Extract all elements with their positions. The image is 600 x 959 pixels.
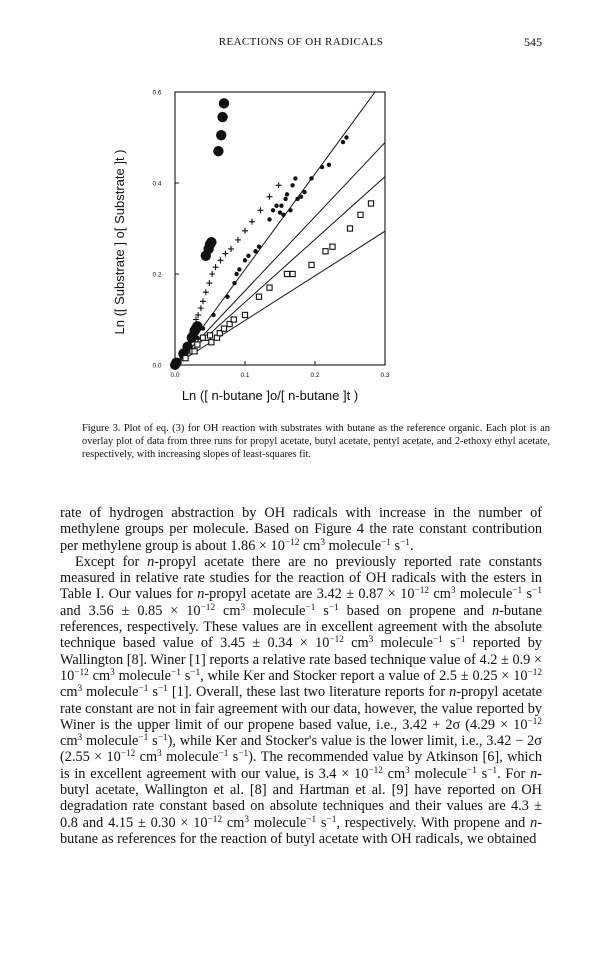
- data-point: [218, 257, 224, 263]
- x-tick-label: 0.0: [170, 372, 180, 379]
- x-tick-label: 0.2: [310, 372, 320, 379]
- body-text: [60, 505, 542, 847]
- data-point: [234, 272, 238, 276]
- data-point: [347, 226, 352, 231]
- origin-point: [170, 360, 180, 370]
- data-point: [279, 204, 283, 208]
- data-point: [271, 208, 275, 212]
- x-axis-label: Ln ([ n-butane ]o/[ n-butane ]t ): [181, 388, 359, 403]
- data-point: [283, 197, 287, 201]
- data-point: [302, 190, 306, 194]
- data-point: [267, 217, 271, 221]
- data-point: [276, 182, 282, 188]
- data-point: [207, 333, 212, 338]
- data-point: [225, 295, 229, 299]
- data-point: [290, 183, 294, 187]
- running-title: REACTIONS OF OH RADICALS: [218, 36, 384, 48]
- data-point: [299, 194, 303, 198]
- data-point: [183, 356, 188, 361]
- scatter-plot: [100, 80, 410, 410]
- data-point: [192, 349, 197, 354]
- data-point: [192, 321, 202, 331]
- data-point: [209, 271, 215, 277]
- paragraph-1: rate of hydrogen abstraction by OH radicals with increase in the number of methylene groups per molecule. Based on Figure 4 the rate constant contribution per methylene group is about $1.86 \times 10^{-12}$ $cm^3$ molecule$^{-1}$ $s^{-1}$.: [60, 505, 542, 554]
- data-point: [256, 294, 261, 299]
- page-number: 545: [524, 35, 542, 49]
- y-axis-label: Ln ([ Substrate ] o[ Substrate ]t ): [112, 149, 127, 335]
- data-point: [327, 163, 331, 167]
- data-point: [219, 98, 229, 108]
- data-point: [237, 267, 241, 271]
- data-point: [253, 249, 257, 253]
- y-tick-label: 0.4: [152, 180, 162, 188]
- data-point: [267, 285, 272, 290]
- data-point: [195, 342, 200, 347]
- data-point: [267, 194, 273, 200]
- data-point: [228, 246, 234, 252]
- data-point: [211, 313, 215, 317]
- plot-frame: [175, 92, 385, 365]
- data-point: [309, 262, 314, 267]
- data-point: [242, 312, 247, 317]
- data-point: [243, 258, 247, 262]
- data-point: [257, 245, 261, 249]
- data-point: [221, 326, 226, 331]
- data-point: [281, 213, 285, 217]
- figure-caption: Figure 3. Plot of eq. (3) for OH reaction with substrates with butane as the reference organic. Each plot is an overlay plot of data from three runs for propyl acetate, butyl acetate, pentyl acetate, and 2-ethoxy ethyl acetate, respectively, with increasing slopes of least-squares fit.: [82, 423, 550, 460]
- running-header: [60, 36, 542, 52]
- y-tick-label: 0.6: [152, 89, 162, 97]
- x-tick-label: 0.3: [380, 372, 390, 379]
- paragraph-2: Except for n-propyl acetate there are no previously reported rate constants measured in relative rate studies for the reaction of OH radicals with the esters in Table I. Our values for n-propyl acetate are $3.42 \pm 0.87 \times 10^{-12}$ $cm^3$ molecule$^{-1}$ $s^{-1}$ and $3.56 \pm 0.85 \times 10^{-12}$ $cm^3$ molecule$^{-1}$ $s^{-1}$ based on propene and n-butane references, respectively. These values are in excellent agreement with the absolute technique based value of $3.45 \pm 0.34 \times 10^{-12}$ $cm^3$ molecule$^{-1}$ $s^{-1}$ reported by Wallington [8]. Winer [1] reports a relative rate based technique value of $4.2 \pm 0.9 \times 10^{-12}$ $cm^3$ molecule$^{-1}$ $s^{-1}$, while Ker and Stocker report a value of $2.5 \pm 0.25 \times 10^{-12}$ $cm^3$ molecule$^{-1}$ $s^{-1}$ [1]. Overall, these last two literature reports for n-propyl acetate rate constant are not in fair agreement with our data, however, the value reported by Winer is the upper limit of our propene based value, i.e., 3.42 + 2σ ($4.29 \times 10^{-12}$ $cm^3$ molecule$^{-1}$ $s^{-1}$), while Ker and Stocker's value is the lower limit, i.e., 3.42 − 2σ ($2.55 \times 10^{-12}$ $cm^3$ molecule$^{-1}$ $s^{-1}$). The recommended value by Atkinson [6], which is in excellent agreement with our value, is $3.4 \times 10^{-12}$ $cm^3$ molecule$^{-1}$ $s^{-1}$. For n-butyl acetate, Wallington et al. [8] and Hartman et al. [9] have reported on OH degradation rate constant based on absolute techniques and their values are 4.3 ± 0.8 and $4.15 \pm 0.30 \times 10^{-12}$ $cm^3$ molecule$^{-1}$ $s^{-1}$, respectively. With propene and n-butane as references for the reaction of butyl acetate with OH radicals, we obtained: [60, 553, 543, 847]
- data-point: [222, 251, 228, 257]
- fit-line-1: [175, 92, 375, 365]
- x-tick-label: 0.1: [240, 372, 250, 379]
- data-point: [206, 280, 212, 286]
- data-point: [288, 208, 292, 212]
- data-point: [242, 228, 248, 234]
- data-point: [217, 112, 227, 122]
- data-point: [293, 176, 297, 180]
- data-point: [284, 271, 289, 276]
- data-point: [246, 254, 250, 258]
- data-point: [274, 204, 278, 208]
- data-point: [235, 237, 241, 243]
- data-point: [344, 135, 348, 139]
- data-point: [203, 289, 209, 295]
- data-point: [285, 192, 289, 196]
- data-point: [290, 271, 295, 276]
- y-tick-label: 0.2: [152, 271, 162, 279]
- data-point: [198, 305, 204, 311]
- data-point: [368, 201, 373, 206]
- data-point: [257, 207, 263, 213]
- data-point: [320, 165, 324, 169]
- data-point: [330, 244, 335, 249]
- data-point: [323, 249, 328, 254]
- data-point: [309, 176, 313, 180]
- data-point: [209, 340, 214, 345]
- y-tick-label: 0.0: [152, 362, 162, 370]
- data-point: [200, 298, 206, 304]
- data-point: [206, 237, 216, 247]
- data-point: [216, 130, 226, 140]
- data-point: [195, 336, 199, 340]
- figure-3: [100, 80, 410, 410]
- data-point: [249, 219, 255, 225]
- data-point: [201, 326, 205, 330]
- data-point: [341, 140, 345, 144]
- data-point: [358, 212, 363, 217]
- data-point: [232, 281, 236, 285]
- data-point: [213, 264, 219, 270]
- data-point: [231, 317, 236, 322]
- data-point: [213, 146, 223, 156]
